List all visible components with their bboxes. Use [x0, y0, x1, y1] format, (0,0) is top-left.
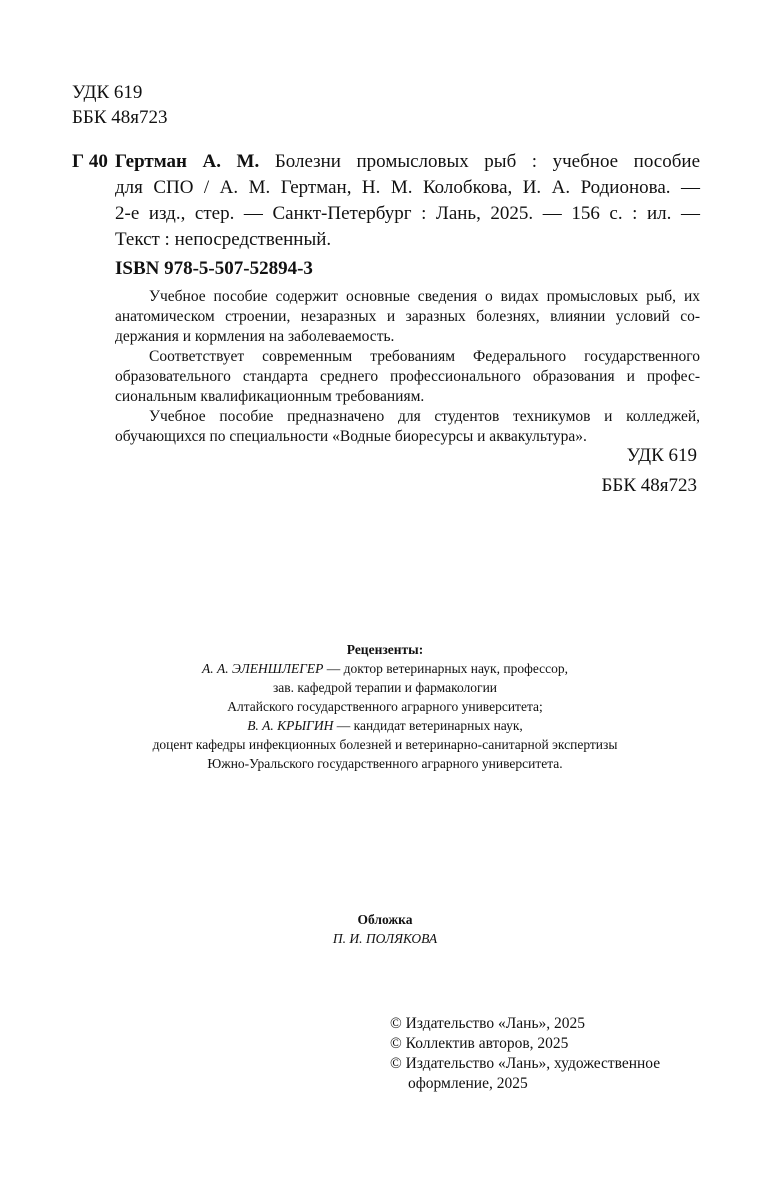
reviewer-1	[100, 659, 670, 678]
author-mark: Г 40	[72, 151, 108, 172]
annotation-paragraph-1	[115, 287, 700, 347]
annotation-line: обучающихся по специальности «Водные биоресурсы и аквакультура».	[115, 428, 587, 445]
udk-code-bottom: УДК 619	[626, 445, 697, 466]
cover-credit	[100, 910, 670, 948]
biblio-line-3: 2-е изд., стер. — Санкт-Петербург : Лань, 2025. — 156 с. : ил. —	[115, 203, 700, 224]
cover-designer: П. И. ПОЛЯКОВА	[332, 931, 438, 946]
annotation-line: Соответствует современным требованиям Федерального государственного	[149, 348, 700, 365]
copyright-line-3-cont: оформление, 2025	[408, 1075, 528, 1092]
annotation	[115, 287, 700, 447]
copyright-line-2: © Коллектив авторов, 2025	[390, 1035, 569, 1052]
reviewers-block	[100, 640, 670, 773]
reviewer-1-name: А. А. ЭЛЕНШЛЕГЕР	[201, 661, 324, 676]
biblio-line-4: Текст : непосредственный.	[115, 229, 332, 250]
reviewer-2	[100, 716, 670, 735]
annotation-paragraph-3	[115, 407, 700, 447]
reviewer-2-affiliation: Южно-Уральского государственного аграрного университета.	[207, 756, 563, 771]
title-text: Болезни промысловых рыб : учебное пособие	[274, 151, 701, 172]
udk-code: УДК 619	[72, 82, 143, 103]
bbk-code: ББК 48я723	[72, 107, 168, 128]
cover-heading: Обложка	[357, 912, 413, 927]
reviewer-1-title: — доктор ветеринарных наук, профессор,	[323, 661, 569, 676]
annotation-line: анатомическом строении, незаразных и заразных болезнях, влиянии условий со-	[115, 308, 700, 325]
author-name: Гертман А. М.	[115, 151, 260, 172]
top-classification-codes	[72, 80, 167, 130]
biblio-line-2: для СПО / А. М. Гертман, Н. М. Колобкова, И. А. Родионова. —	[115, 177, 700, 198]
annotation-paragraph-2	[115, 347, 700, 407]
copyright-block	[390, 1014, 710, 1094]
biblio-line-1	[115, 149, 700, 175]
reviewer-2-name: В. А. КРЫГИН	[247, 718, 334, 733]
copyright-line-3: © Издательство «Лань», художественное	[390, 1055, 661, 1072]
copyright-line-1: © Издательство «Лань», 2025	[390, 1015, 586, 1032]
bibliographic-description	[115, 149, 700, 253]
reviewers-heading: Рецензенты:	[346, 642, 424, 657]
reviewer-2-title: — кандидат ветеринарных наук,	[333, 718, 523, 733]
bottom-classification-codes	[602, 443, 697, 503]
annotation-line: держания и кормления на заболеваемость.	[115, 328, 395, 345]
annotation-line: Учебное пособие содержит основные сведения о видах промысловых рыб, их	[149, 288, 700, 305]
bbk-code-bottom: ББК 48я723	[601, 475, 697, 496]
annotation-line: Учебное пособие предназначено для студентов техникумов и колледжей,	[149, 408, 700, 425]
reviewer-1-position: зав. кафедрой терапии и фармакологии	[272, 680, 498, 695]
annotation-line: сиональным квалификационным требованиям.	[115, 388, 425, 405]
isbn: ISBN 978-5-507-52894-3	[115, 258, 313, 279]
reviewer-2-position: доцент кафедры инфекционных болезней и ветеринарно-санитарной экспертизы	[152, 737, 618, 752]
reviewer-1-affiliation: Алтайского государственного аграрного университета;	[227, 699, 543, 714]
annotation-line: образовательного стандарта среднего профессионального образования и профес-	[115, 368, 700, 385]
